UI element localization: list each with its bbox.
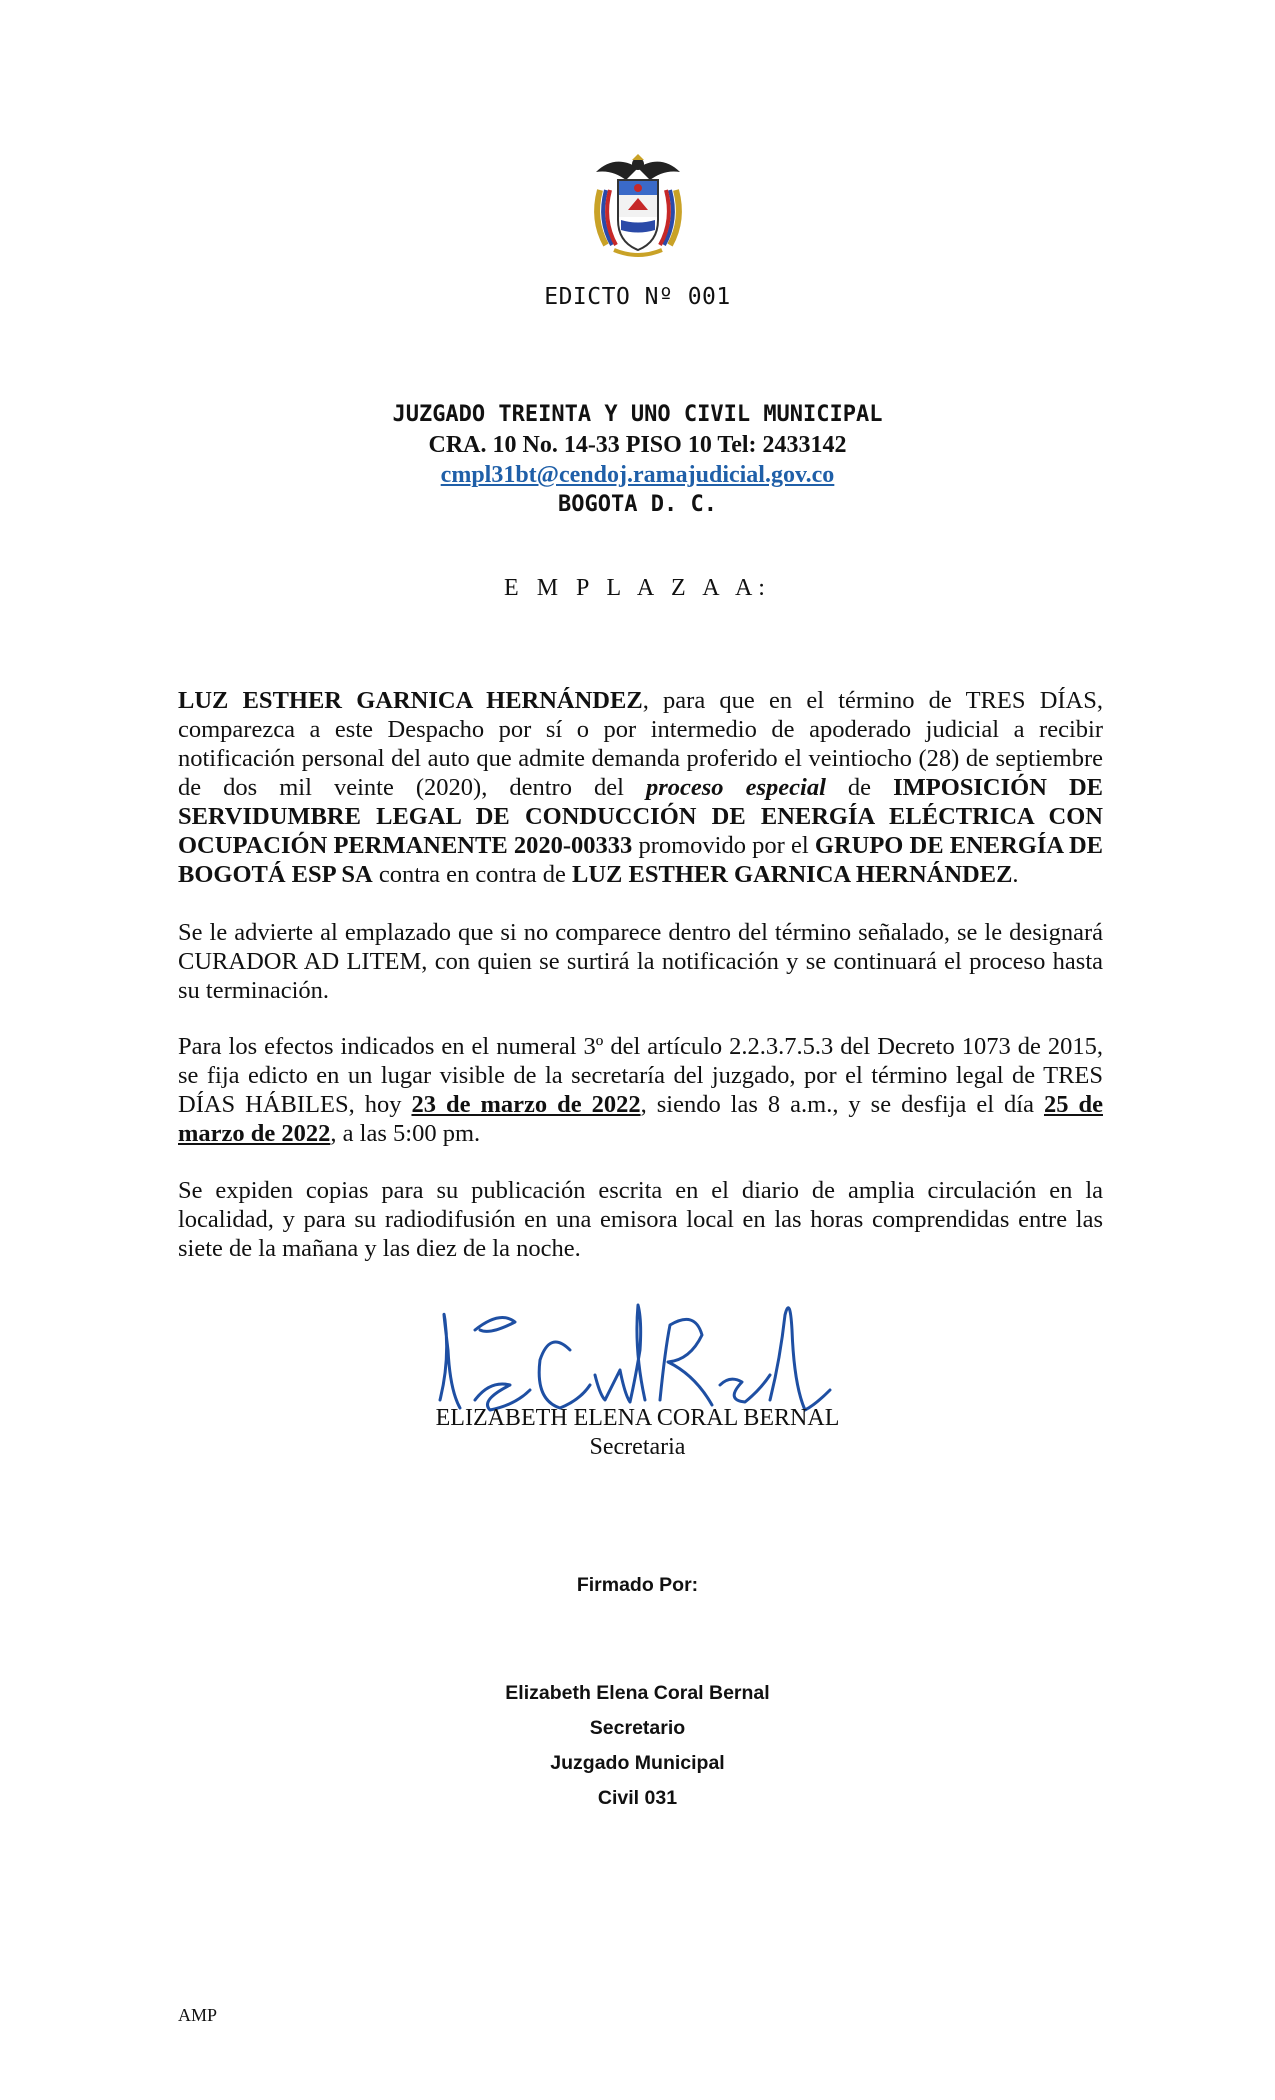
edicto-title: EDICTO Nº 001 xyxy=(544,284,731,310)
digital-signer-court-number: Civil 031 xyxy=(597,1787,678,1809)
coat-of-arms-seal xyxy=(588,150,688,260)
process-type: proceso especial xyxy=(645,774,826,801)
plaintiff-name: GRUPO DE ENERGÍA DE BOGOTÁ ESP SA xyxy=(178,832,1103,888)
paragraph-warning: Se le advierte al emplazado que si no comparece dentro del término señalado, se le designará CURADOR AD LITEM, con quien se surtirá la notificación y se continuará el proceso hasta su terminación. xyxy=(178,919,1103,1004)
court-name: JUZGADO TREINTA Y UNO CIVIL MUNICIPAL xyxy=(392,402,883,427)
process-description: IMPOSICIÓN DE SERVIDUMBRE LEGAL DE CONDUCCIÓN DE ENERGÍA ELÉCTRICA CON OCUPACIÓN PERMANENTE 2020-00333 xyxy=(178,774,1103,859)
unfix-date: 25 de marzo de 2022 xyxy=(178,1091,1103,1147)
court-address: CRA. 10 No. 14-33 PISO 10 Tel: 2433142 xyxy=(428,432,847,458)
court-city: BOGOTA D. C. xyxy=(558,492,717,517)
court-email-link[interactable]: cmpl31bt@cendoj.ramajudicial.gov.co xyxy=(440,462,835,488)
court-header xyxy=(0,400,1275,520)
emplaza-heading: E M P L A Z A A: xyxy=(504,575,771,601)
paragraph-summons: LUZ ESTHER GARNICA HERNÁNDEZ, para que en el término de TRES DÍAS, comparezca a este Despacho por sí o por intermedio de apoderado judicial a recibir notificación personal del auto que admite demanda proferido el veintiocho (28) de septiembre de dos mil veinte (2020), dentro del proceso especial de IMPOSICIÓN DE SERVIDUMBRE LEGAL DE CONDUCCIÓN DE ENERGÍA ELÉCTRICA CON OCUPACIÓN PERMANENTE 2020-00333 promovido por el GRUPO DE ENERGÍA DE BOGOTÁ ESP SA contra en contra de LUZ ESTHER GARNICA HERNÁNDEZ. xyxy=(178,687,1103,888)
paragraph-dates: Para los efectos indicados en el numeral 3º del artículo 2.2.3.7.5.3 del Decreto 1073 de 2015, se fija edicto en un lugar visible de la secretaría del juzgado, por el término legal de TRES DÍAS HÁBILES, hoy 23 de marzo de 2022, siendo las 8 a.m., y se desfija el día 25 de marzo de 2022, a las 5:00 pm. xyxy=(178,1033,1103,1147)
defendant-name: LUZ ESTHER GARNICA HERNÁNDEZ xyxy=(178,687,643,714)
defendant-name-2: LUZ ESTHER GARNICA HERNÁNDEZ xyxy=(572,861,1013,888)
signer-role: Secretaria xyxy=(589,1434,686,1460)
digital-signer-name: Elizabeth Elena Coral Bernal xyxy=(505,1682,770,1704)
digital-signer-role: Secretario xyxy=(589,1717,686,1739)
signature-block xyxy=(0,1404,1275,1462)
firmado-por-label: Firmado Por: xyxy=(576,1574,699,1596)
digital-signature-block xyxy=(0,1676,1275,1816)
signer-name: ELIZABETH ELENA CORAL BERNAL xyxy=(435,1405,840,1431)
fix-date: 23 de marzo de 2022 xyxy=(411,1091,641,1118)
digital-signer-court: Juzgado Municipal xyxy=(550,1752,725,1774)
paragraph-copies: Se expiden copias para su publicación escrita en el diario de amplia circulación en la localidad, y para su radiodifusión en una emisora local en las horas comprendidas entre las siete de la mañana y las diez de la noche. xyxy=(178,1177,1103,1262)
footer-initials: AMP xyxy=(178,2005,218,2025)
